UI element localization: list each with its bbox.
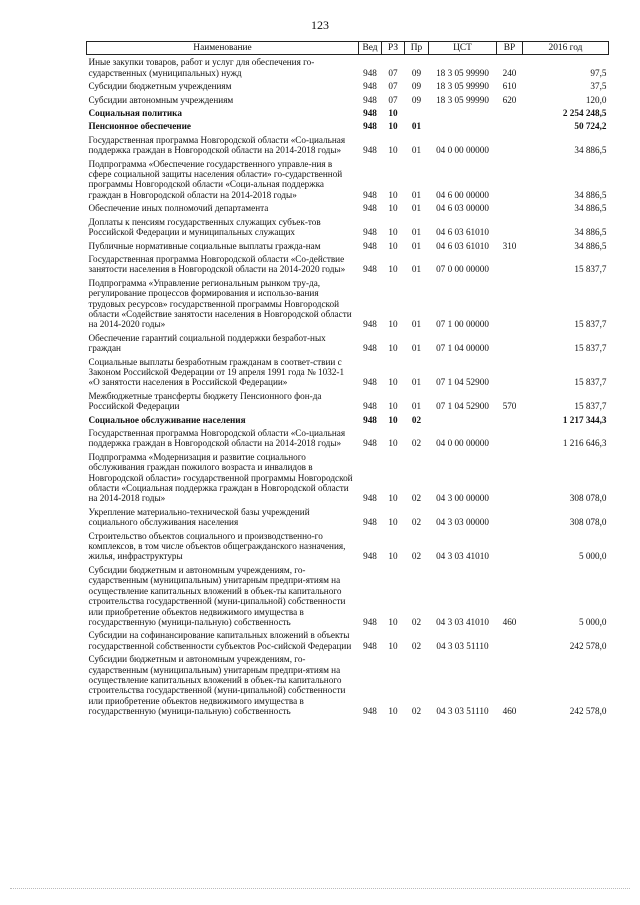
- cell-rz: 10: [388, 551, 398, 562]
- cell-name: Обеспечение гарантий социальной поддержки безработ-ных граждан: [88, 332, 326, 354]
- cell-vr: [497, 426, 523, 450]
- cell-cst: 04 0 00 00000: [436, 438, 489, 449]
- cell-vr: [497, 331, 523, 355]
- cell-vr: [497, 106, 523, 119]
- cell-pr: 02: [411, 517, 422, 528]
- cell-rz: 10: [388, 616, 398, 627]
- cell-vr: [497, 252, 523, 276]
- cell-pr: 09: [411, 81, 422, 92]
- cell-vr: [497, 450, 523, 505]
- cell-name: Субсидии бюджетным учреждениям: [88, 81, 232, 92]
- cell-pr: 09: [411, 94, 422, 105]
- cell-name: Субсидии бюджетным и автономным учреждениям, го-сударственным (муниципальным) унитарным предпри-ятиям на осуществление капитальных вложений в объек-ты капитального строительства государственной (муни-ципальной) собственности или приобретение объектов недвижимого имущества в государственную (муници-пальную) собственность: [88, 654, 346, 717]
- cell-rz: 10: [388, 319, 398, 330]
- cell-rz: 10: [388, 401, 398, 412]
- cell-pr: 01: [411, 121, 422, 132]
- cell-ved: 948: [363, 94, 377, 105]
- table-row: [87, 55, 609, 79]
- cell-pr: 01: [411, 264, 422, 275]
- table-row: [87, 563, 609, 628]
- table-row: [87, 426, 609, 450]
- cell-cst: 04 6 03 61010: [436, 227, 489, 238]
- cell-pr: 01: [411, 377, 422, 388]
- cell-rz: 07: [388, 81, 398, 92]
- cell-ved: 948: [363, 616, 377, 627]
- cell-pr: 01: [411, 401, 422, 412]
- table-row: [87, 505, 609, 529]
- cell-pr: [405, 106, 429, 119]
- cell-rz: 10: [388, 517, 398, 528]
- cell-name: Укрепление материально-технической базы учреждений социального обслуживания населения: [88, 506, 310, 528]
- cell-pr: 01: [411, 343, 422, 354]
- table-row: [87, 389, 609, 413]
- cell-name: Государственная программа Новгородской области «Со-действие занятости населения в Новгородской области на 2014-2020 годы»: [88, 253, 346, 275]
- table-row: [87, 413, 609, 426]
- cell-name: Социальная политика: [88, 108, 182, 119]
- cell-amount: 15 837,7: [574, 264, 607, 275]
- header-ved: Вед: [359, 42, 382, 55]
- cell-cst: 04 3 03 00000: [436, 517, 489, 528]
- cell-amount: 1 217 344,3: [562, 414, 607, 425]
- cell-cst: 18 3 05 99990: [436, 94, 489, 105]
- cell-rz: 10: [388, 145, 398, 156]
- cell-rz: 10: [388, 108, 398, 119]
- cell-rz: 10: [388, 414, 398, 425]
- cell-ved: 948: [363, 706, 377, 717]
- cell-ved: 948: [363, 517, 377, 528]
- cell-amount: 242 578,0: [569, 706, 607, 717]
- cell-rz: 10: [388, 640, 398, 651]
- cell-pr: 01: [411, 319, 422, 330]
- cell-rz: 10: [388, 377, 398, 388]
- cell-pr: 02: [411, 493, 422, 504]
- cell-ved: 948: [363, 493, 377, 504]
- cell-name: Строительство объектов социального и производственно-го комплексов, в том числе объектов общегражданского назначения, жилья, инфраструктуры: [88, 530, 346, 562]
- cell-pr: 01: [411, 145, 422, 156]
- cell-cst: 04 3 03 41010: [436, 551, 489, 562]
- cell-amount: 308 078,0: [569, 517, 607, 528]
- table-row: [87, 215, 609, 239]
- cell-name: Субсидии автономным учреждениям: [88, 94, 234, 105]
- cell-rz: 07: [388, 94, 398, 105]
- cell-cst: 04 0 00 00000: [436, 145, 489, 156]
- cell-vr: [497, 119, 523, 132]
- cell-rz: 10: [388, 706, 398, 717]
- cell-amount: 34 886,5: [574, 240, 607, 251]
- page-bottom-artifact: [10, 888, 630, 889]
- cell-cst: 07 1 00 00000: [436, 319, 489, 330]
- cell-pr: 02: [411, 551, 422, 562]
- cell-pr: 09: [411, 67, 422, 78]
- cell-name: Подпрограмма «Управление региональным рынком тру-да, регулирование процессов формирования и использо-вания трудовых ресурсов» государственной программы Новгородской области «Содействие занятости населения в Новгородской области на 2014-2020 годы»: [88, 277, 352, 330]
- cell-name: Доплаты к пенсиям государственных служащих субъек-тов Российской Федерации и муниципальных служащих: [88, 216, 321, 238]
- cell-amount: 308 078,0: [569, 493, 607, 504]
- table-row: [87, 276, 609, 331]
- cell-vr: [497, 276, 523, 331]
- cell-ved: 948: [363, 319, 377, 330]
- table-row: [87, 106, 609, 119]
- cell-amount: 15 837,7: [574, 319, 607, 330]
- cell-pr: 02: [411, 438, 422, 449]
- header-vr: ВР: [497, 42, 523, 55]
- cell-vr: 310: [502, 240, 517, 251]
- cell-ved: 948: [363, 189, 377, 200]
- cell-rz: 10: [388, 121, 398, 132]
- cell-pr: 01: [411, 227, 422, 238]
- cell-pr: 02: [411, 414, 422, 425]
- table-row: [87, 652, 609, 717]
- cell-ved: 948: [363, 67, 377, 78]
- cell-ved: 948: [363, 401, 377, 412]
- cell-vr: 620: [502, 94, 517, 105]
- header-name: Наименование: [87, 42, 359, 55]
- cell-cst: 04 3 03 51110: [436, 640, 489, 651]
- cell-amount: 50 724,2: [574, 121, 607, 132]
- table-row: [87, 93, 609, 106]
- cell-vr: [497, 505, 523, 529]
- cell-amount: 1 216 646,3: [562, 438, 607, 449]
- table-row: [87, 331, 609, 355]
- table-row: [87, 201, 609, 214]
- cell-name: Публичные нормативные социальные выплаты гражда-нам: [88, 240, 321, 251]
- table-row: [87, 133, 609, 157]
- cell-vr: [497, 628, 523, 652]
- cell-vr: [497, 413, 523, 426]
- header-cst: ЦСТ: [429, 42, 497, 55]
- table-row: [87, 119, 609, 132]
- cell-vr: 570: [502, 401, 517, 412]
- table-row: [87, 239, 609, 252]
- table-row: [87, 450, 609, 505]
- cell-ved: 948: [363, 203, 377, 214]
- cell-rz: 10: [388, 438, 398, 449]
- table-row: [87, 529, 609, 563]
- cell-ved: 948: [363, 343, 377, 354]
- cell-cst: 04 6 00 00000: [436, 189, 489, 200]
- cell-amount: 34 886,5: [574, 189, 607, 200]
- cell-name: Иные закупки товаров, работ и услуг для обеспечения го-сударственных (муниципальных) нужд: [88, 57, 315, 78]
- cell-ved: 948: [363, 227, 377, 238]
- cell-rz: 10: [388, 343, 398, 354]
- cell-amount: 34 886,5: [574, 227, 607, 238]
- cell-amount: 34 886,5: [574, 203, 607, 214]
- cell-vr: 610: [502, 81, 517, 92]
- cell-ved: 948: [363, 551, 377, 562]
- cell-vr: [497, 215, 523, 239]
- cell-rz: 10: [388, 493, 398, 504]
- cell-amount: 37,5: [590, 81, 607, 92]
- cell-vr: [497, 133, 523, 157]
- cell-name: Субсидии бюджетным и автономным учреждениям, го-сударственным (муниципальным) унитарным предпри-ятиям на осуществление капитальных вложений в объек-ты капитального строительства государственной (муни-ципальной) собственности или приобретение объектов недвижимого имущества в государственную (муници-пальную) собственность: [88, 564, 346, 627]
- cell-ved: 948: [363, 81, 377, 92]
- cell-name: Социальные выплаты безработным гражданам в соответ-ствии с Законом Российской Федерации от 19 апреля 1991 года № 1032-1 «О занятости населения в Российской Федерации»: [88, 356, 345, 388]
- cell-name: Подпрограмма «Обеспечение государственного управле-ния в сфере социальной защиты населения области» го-сударственной программы Новгородской области «Соци-альная поддержка граждан в Новгородской области на 2014-2018 годы»: [88, 158, 343, 200]
- table-row: [87, 157, 609, 202]
- cell-name: Пенсионное обеспечение: [88, 121, 191, 132]
- cell-vr: [497, 157, 523, 202]
- budget-table: [86, 41, 609, 718]
- cell-name: Субсидии на софинансирование капитальных вложений в объекты государственной собственности субъектов Рос-сийской Федерации: [88, 630, 352, 651]
- cell-rz: 10: [388, 203, 398, 214]
- cell-rz: 10: [388, 264, 398, 275]
- cell-vr: [497, 201, 523, 214]
- table-row: [87, 355, 609, 389]
- cell-amount: 120,0: [585, 94, 607, 105]
- cell-rz: 10: [388, 227, 398, 238]
- cell-pr: 01: [411, 240, 422, 251]
- cell-cst: 18 3 05 99990: [436, 67, 489, 78]
- cell-name: Государственная программа Новгородской области «Со-циальная поддержка граждан в Новгородской области на 2014-2018 годы»: [88, 428, 346, 449]
- cell-cst: [429, 413, 497, 426]
- cell-rz: 07: [388, 67, 398, 78]
- cell-cst: 07 1 04 52900: [436, 377, 489, 388]
- cell-pr: 02: [411, 616, 422, 627]
- cell-ved: 948: [363, 108, 377, 119]
- cell-ved: 948: [363, 438, 377, 449]
- table-row: [87, 628, 609, 652]
- cell-vr: 460: [502, 616, 517, 627]
- cell-amount: 5 000,0: [578, 616, 607, 627]
- cell-rz: 10: [388, 189, 398, 200]
- cell-ved: 948: [363, 240, 377, 251]
- table-row: [87, 252, 609, 276]
- page-number: 123: [311, 18, 329, 32]
- cell-cst: 04 6 03 00000: [436, 203, 489, 214]
- cell-cst: [429, 119, 497, 132]
- cell-cst: 04 3 03 51110: [436, 706, 489, 717]
- cell-pr: 01: [411, 203, 422, 214]
- cell-ved: 948: [363, 414, 377, 425]
- table-row: [87, 79, 609, 92]
- header-pr: Пр: [405, 42, 429, 55]
- cell-ved: 948: [363, 121, 377, 132]
- cell-rz: 10: [388, 240, 398, 251]
- cell-amount: 15 837,7: [574, 377, 607, 388]
- cell-ved: 948: [363, 264, 377, 275]
- cell-ved: 948: [363, 640, 377, 651]
- cell-cst: 04 3 00 00000: [436, 493, 489, 504]
- cell-cst: 07 1 04 00000: [436, 343, 489, 354]
- cell-amount: 97,5: [590, 67, 607, 78]
- cell-amount: 242 578,0: [569, 640, 607, 651]
- cell-name: Подпрограмма «Модернизация и развитие социального обслуживания граждан пожилого возраста и инвалидов в Новгородской области» государственной программы Новгородской области «Социальная поддержка граждан в Новгородской области на 2014-2018 годы»: [88, 451, 353, 504]
- cell-pr: 02: [411, 640, 422, 651]
- cell-name: Государственная программа Новгородской области «Со-циальная поддержка граждан в Новгородской области на 2014-2018 годы»: [88, 134, 346, 156]
- cell-amount: 15 837,7: [574, 343, 607, 354]
- header-year: 2016 год: [523, 42, 609, 55]
- cell-pr: 02: [411, 706, 422, 717]
- cell-pr: 01: [411, 189, 422, 200]
- cell-amount: 5 000,0: [578, 551, 607, 562]
- cell-amount: 34 886,5: [574, 145, 607, 156]
- cell-cst: 18 3 05 99990: [436, 81, 489, 92]
- cell-vr: 240: [502, 67, 517, 78]
- cell-amount: 2 254 248,5: [562, 108, 607, 119]
- cell-cst: [429, 106, 497, 119]
- table-header-row: [87, 42, 609, 55]
- cell-cst: 04 6 03 61010: [436, 240, 489, 251]
- cell-name: Обеспечение иных полномочий департамента: [88, 203, 269, 214]
- cell-ved: 948: [363, 145, 377, 156]
- cell-vr: [497, 355, 523, 389]
- cell-name: Межбюджетные трансферты бюджету Пенсионного фон-да Российской Федерации: [88, 390, 322, 412]
- cell-cst: 04 3 03 41010: [436, 616, 489, 627]
- cell-cst: 07 1 04 52900: [436, 401, 489, 412]
- cell-name: Социальное обслуживание населения: [88, 414, 246, 425]
- cell-ved: 948: [363, 377, 377, 388]
- cell-vr: [497, 529, 523, 563]
- cell-vr: 460: [502, 706, 517, 717]
- header-rz: РЗ: [382, 42, 405, 55]
- cell-amount: 15 837,7: [574, 401, 607, 412]
- cell-cst: 07 0 00 00000: [436, 264, 489, 275]
